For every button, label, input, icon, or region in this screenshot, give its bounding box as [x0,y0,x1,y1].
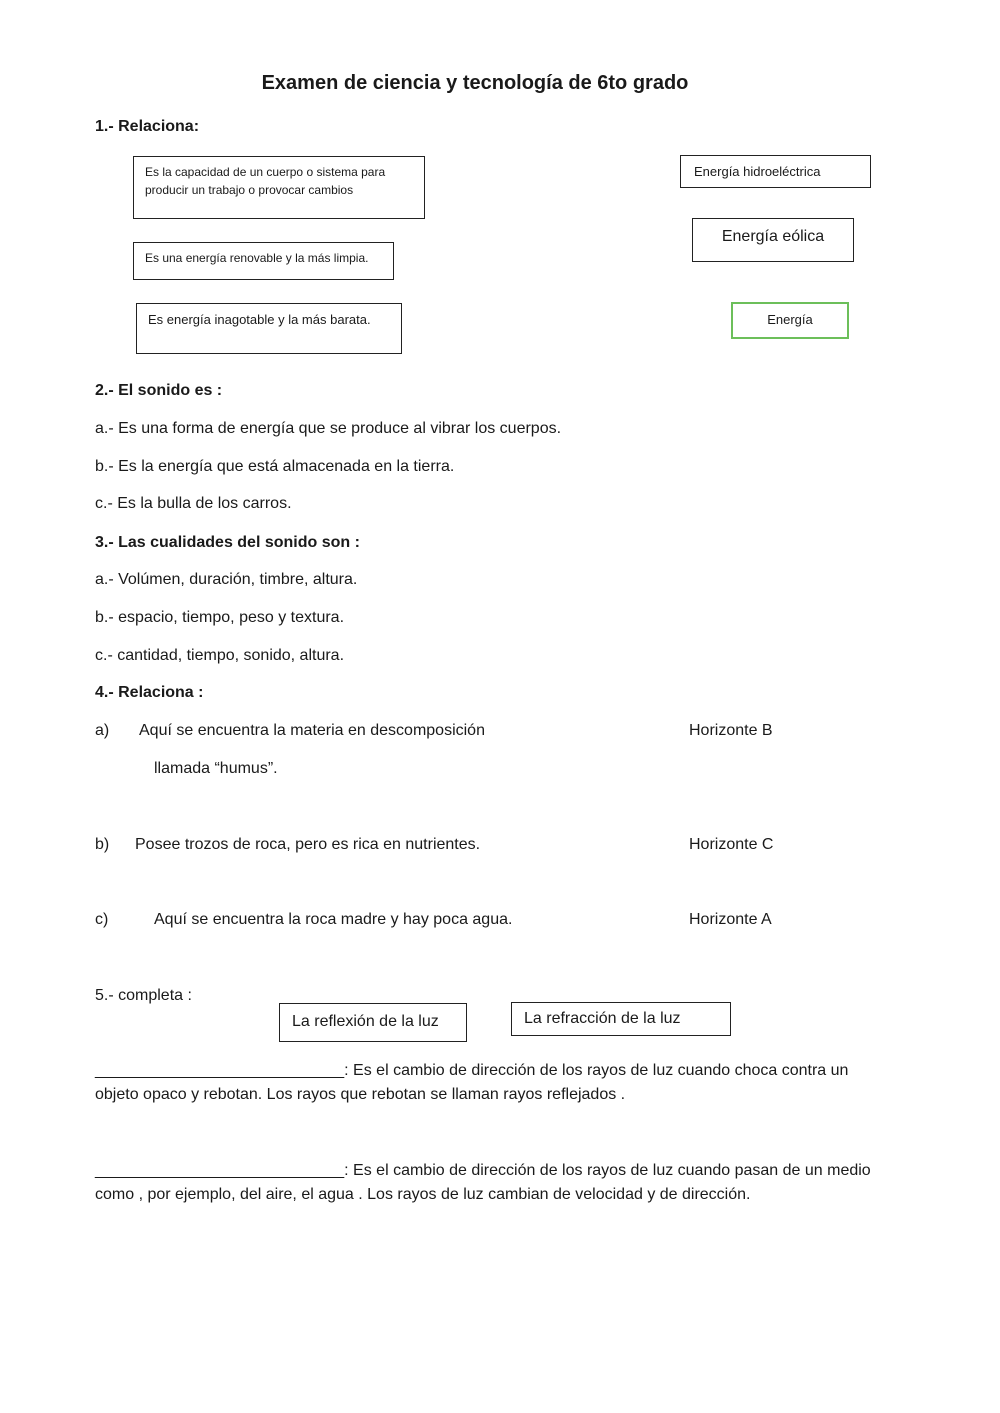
q4-match-horizonte-a[interactable]: Horizonte A [689,911,772,928]
q5-blank-1[interactable]: ____________________________ [95,1062,345,1079]
q2-option-c[interactable]: c.- Es la bulla de los carros. [95,495,292,512]
q4-match-horizonte-c[interactable]: Horizonte C [689,836,774,853]
q3-option-a[interactable]: a.- Volúmen, duración, timbre, altura. [95,571,358,588]
q2-option-a[interactable]: a.- Es una forma de energía que se produce al vibrar los cuerpos. [95,420,562,437]
q4-item-b-letter: b) [95,836,110,853]
q1-right-box-2-text: Energía eólica [721,228,825,245]
q5-blank-2[interactable]: ____________________________ [95,1162,345,1179]
q4-item-a-text-line2[interactable]: llamada “humus”. [154,760,278,777]
q1-left-box-3[interactable] [136,303,402,354]
q4-item-c-letter: c) [95,911,109,928]
q5-definition-2-text: : Es el cambio de dirección de los rayos de luz cuando pasan de un medio como , por ejemplo, del aire, el agua . Los rayos de luz cambian de velocidad y de dirección. [95,1162,871,1203]
q4-match-horizonte-b[interactable]: Horizonte B [689,722,773,739]
q3-option-b[interactable]: b.- espacio, tiempo, peso y textura. [95,609,345,626]
q5-definition-1-text: : Es el cambio de dirección de los rayos de luz cuando choca contra un objeto opaco y rebotan. Los rayos que rebotan se llaman rayos reflejados . [95,1062,849,1103]
q1-left-box-3-text: Es energía inagotable y la más barata. [148,312,371,327]
q1-left-box-1[interactable] [133,156,425,219]
q5-definition-2 [95,1159,875,1207]
q5-heading: 5.- completa : [95,987,192,1004]
q1-left-box-2[interactable] [133,242,394,280]
q5-definition-1 [95,1059,875,1107]
q1-right-box-3-text: Energía [767,312,813,327]
q3-heading: 3.- Las cualidades del sonido son : [95,534,360,551]
q4-item-b-text[interactable]: Posee trozos de roca, pero es rica en nutrientes. [135,836,481,853]
q1-right-box-2[interactable] [692,218,854,262]
q1-left-box-1-text: Es la capacidad de un cuerpo o sistema para producir un trabajo o provocar cambios [145,165,386,197]
q5-option-refraccion[interactable] [511,1002,731,1036]
q5-option-refraccion-text: La refracción de la luz [524,1010,681,1027]
q5-option-reflexion-text: La reflexión de la luz [292,1013,439,1030]
page-title: Examen de ciencia y tecnología de 6to grado [261,72,689,94]
q1-right-box-1[interactable] [680,155,871,188]
q2-option-b[interactable]: b.- Es la energía que está almacenada en la tierra. [95,458,455,475]
q4-item-c-text[interactable]: Aquí se encuentra la roca madre y hay poca agua. [154,911,513,928]
q3-option-c[interactable]: c.- cantidad, tiempo, sonido, altura. [95,647,345,664]
q4-heading: 4.- Relaciona : [95,684,204,701]
q1-right-box-3[interactable] [731,302,849,339]
q1-right-box-1-text: Energía hidroeléctrica [694,164,821,179]
q1-heading: 1.- Relaciona: [95,118,200,135]
q2-heading: 2.- El sonido es : [95,382,223,399]
q4-item-a-text[interactable]: Aquí se encuentra la materia en descomposición [139,722,485,739]
q1-left-box-2-text: Es una energía renovable y la más limpia. [145,251,369,265]
q5-option-reflexion[interactable] [279,1003,467,1042]
q4-item-a-letter: a) [95,722,110,739]
